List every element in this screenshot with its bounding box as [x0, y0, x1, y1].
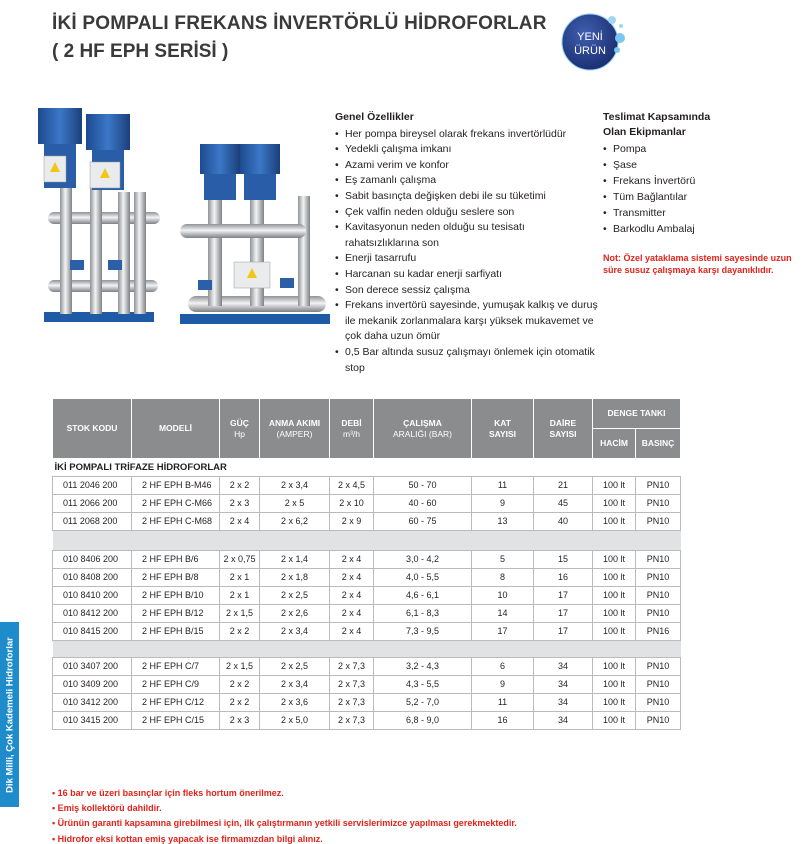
feature-item: • Çek valfin neden olduğu seslere son: [335, 205, 600, 221]
table-cell: 2 HF EPH C/12: [132, 694, 220, 712]
footnotes: [52, 786, 517, 844]
features-title: Genel Özellikler: [335, 111, 414, 123]
header-stock-code: STOK KODU: [53, 399, 132, 459]
table-cell: 15: [534, 551, 593, 569]
table-cell: PN16: [636, 623, 681, 641]
footnote: • Hidrofor eksi kottan emiş yapacak ise firmamızdan bilgi alınız.: [52, 833, 323, 844]
table-cell: 9: [472, 495, 534, 513]
table-cell: 100 lt: [593, 712, 636, 730]
table-cell: 21: [534, 477, 593, 495]
table-cell: 16: [472, 712, 534, 730]
page-subtitle: ( 2 HF EPH SERİSİ ): [52, 41, 229, 62]
table-cell: 2 x 6,2: [260, 513, 330, 531]
delivery-item: • Barkodlu Ambalaj: [603, 221, 803, 237]
table-row: [53, 658, 681, 676]
table-row: [53, 587, 681, 605]
table-cell: 2 x 7,3: [330, 694, 374, 712]
table-cell: 2 HF EPH C-M68: [132, 513, 220, 531]
table-cell: 2 x 4: [330, 587, 374, 605]
table-row: [53, 694, 681, 712]
table-cell: 2 x 3,4: [260, 676, 330, 694]
table-cell: 2 x 7,3: [330, 658, 374, 676]
new-product-badge: [554, 4, 630, 80]
table-cell: 2 x 2,5: [260, 658, 330, 676]
table-cell: 3,2 - 4,3: [374, 658, 472, 676]
table-cell: 2 HF EPH C-M66: [132, 495, 220, 513]
table-section-label: İKİ POMPALI TRİFAZE HİDROFORLAR: [54, 462, 227, 473]
table-cell: 40 - 60: [374, 495, 472, 513]
table-cell: 011 2068 200: [53, 513, 132, 531]
table-row: [53, 605, 681, 623]
table-cell: 2 HF EPH B/12: [132, 605, 220, 623]
table-cell: PN10: [636, 658, 681, 676]
table-cell: 010 8412 200: [53, 605, 132, 623]
delivery-item: • Transmitter: [603, 205, 803, 221]
table-cell: PN10: [636, 495, 681, 513]
table-cell: 6,8 - 9,0: [374, 712, 472, 730]
table-row: [53, 551, 681, 569]
table-cell: 3,0 - 4,2: [374, 551, 472, 569]
table-cell: 2 x 3,4: [260, 623, 330, 641]
table-cell: 17: [534, 587, 593, 605]
table-cell: 5,2 - 7,0: [374, 694, 472, 712]
table-cell: 17: [472, 623, 534, 641]
header-model: MODELİ: [132, 399, 220, 459]
badge-line2: ÜRÜN: [574, 45, 606, 57]
table-group-separator: [53, 531, 681, 551]
feature-item: • Sabit basınçta değişken debi ile su tüketimi: [335, 189, 600, 205]
table-cell: 34: [534, 712, 593, 730]
feature-item: • Her pompa bireysel olarak frekans invertörlüdür: [335, 127, 600, 143]
table-cell: PN10: [636, 477, 681, 495]
delivery-item: • Frekans İnvertörü: [603, 173, 803, 189]
table-cell: 34: [534, 676, 593, 694]
side-tab-label: Dik Milli, Çok Kademeli Hidroforlar: [4, 636, 15, 793]
table-cell: 100 lt: [593, 551, 636, 569]
table-cell: 2 x 3,6: [260, 694, 330, 712]
table-cell: 100 lt: [593, 495, 636, 513]
delivery-item: • Tüm Bağlantılar: [603, 189, 803, 205]
table-cell: 17: [534, 605, 593, 623]
table-cell: 9: [472, 676, 534, 694]
table-cell: 100 lt: [593, 623, 636, 641]
delivery-item: • Şase: [603, 157, 803, 173]
header-current: ANMA AKIMI (AMPER): [260, 399, 330, 459]
feature-item: • Azami verim ve konfor: [335, 158, 600, 174]
table-cell: 010 3415 200: [53, 712, 132, 730]
table-cell: 6: [472, 658, 534, 676]
feature-item: • Eş zamanlı çalışma: [335, 173, 600, 189]
feature-item: • Harcanan su kadar enerji sarfiyatı: [335, 267, 600, 283]
table-cell: 010 8406 200: [53, 551, 132, 569]
table-cell: 11: [472, 694, 534, 712]
delivery-scope: [603, 110, 803, 237]
table-cell: 100 lt: [593, 658, 636, 676]
table-cell: 100 lt: [593, 605, 636, 623]
table-cell: 2 x 10: [330, 495, 374, 513]
table-cell: 2 x 1: [220, 569, 260, 587]
table-cell: 010 3409 200: [53, 676, 132, 694]
table-cell: 2 x 1,5: [220, 658, 260, 676]
table-cell: 100 lt: [593, 513, 636, 531]
table-cell: 2 x 5: [260, 495, 330, 513]
table-cell: 2 x 2: [220, 477, 260, 495]
table-cell: 010 8410 200: [53, 587, 132, 605]
feature-item: • Son derece sessiz çalışma: [335, 283, 600, 299]
table-cell: 2 x 0,75: [220, 551, 260, 569]
table-cell: 60 - 75: [374, 513, 472, 531]
table-cell: 100 lt: [593, 569, 636, 587]
table-cell: 2 x 4: [330, 605, 374, 623]
page-title: İKİ POMPALI FREKANS İNVERTÖRLÜ HİDROFORLAR: [52, 13, 547, 34]
table-cell: 010 3407 200: [53, 658, 132, 676]
table-cell: 34: [534, 658, 593, 676]
table-cell: 100 lt: [593, 477, 636, 495]
table-cell: 2 HF EPH C/15: [132, 712, 220, 730]
table-cell: 2 x 1,8: [260, 569, 330, 587]
table-cell: 2 x 2: [220, 676, 260, 694]
feature-item: • 0,5 Bar altında susuz çalışmayı önlemek için otomatik stop: [335, 345, 600, 376]
table-cell: 2 x 2: [220, 694, 260, 712]
table-cell: 2 x 7,3: [330, 676, 374, 694]
table-cell: 13: [472, 513, 534, 531]
table-cell: PN10: [636, 676, 681, 694]
table-cell: PN10: [636, 569, 681, 587]
table-cell: 2 HF EPH B/6: [132, 551, 220, 569]
table-row: [53, 712, 681, 730]
table-cell: 010 8408 200: [53, 569, 132, 587]
header-tank-volume: HACİM: [593, 429, 636, 459]
table-cell: 4,3 - 5,5: [374, 676, 472, 694]
table-cell: 2 x 4: [330, 551, 374, 569]
table-cell: 40: [534, 513, 593, 531]
table-cell: 2 x 4: [330, 569, 374, 587]
table-cell: PN10: [636, 694, 681, 712]
delivery-title: [603, 110, 803, 140]
table-cell: 100 lt: [593, 587, 636, 605]
header-pressure-range: ÇALIŞMA ARALIĞI (BAR): [374, 399, 472, 459]
table-row: [53, 623, 681, 641]
side-section-tab: [0, 622, 19, 807]
delivery-title-line1: Teslimat Kapsamında: [603, 111, 711, 123]
header-flow: DEBİ m³/h: [330, 399, 374, 459]
table-cell: 2 x 4,5: [330, 477, 374, 495]
table-cell: 2 x 4: [330, 623, 374, 641]
table-cell: 011 2046 200: [53, 477, 132, 495]
table-cell: 2 x 2: [220, 623, 260, 641]
table-cell: 011 2066 200: [53, 495, 132, 513]
table-cell: PN10: [636, 513, 681, 531]
header-floors: KAT SAYISI: [472, 399, 534, 459]
table-cell: 2 x 1,4: [260, 551, 330, 569]
table-cell: 34: [534, 694, 593, 712]
table-cell: 2 x 5,0: [260, 712, 330, 730]
table-row: [53, 495, 681, 513]
table-cell: 010 8415 200: [53, 623, 132, 641]
table-cell: 2 HF EPH B-M46: [132, 477, 220, 495]
feature-item: • Kavitasyonun neden olduğu su tesisatı rahatsızlıklarına son: [335, 220, 600, 251]
table-cell: 7,3 - 9,5: [374, 623, 472, 641]
table-cell: 2 HF EPH C/9: [132, 676, 220, 694]
table-cell: 4,0 - 5,5: [374, 569, 472, 587]
table-cell: 2 x 7,3: [330, 712, 374, 730]
header-power: GÜÇ Hp: [220, 399, 260, 459]
table-cell: PN10: [636, 605, 681, 623]
table-row: [53, 676, 681, 694]
table-cell: 2 x 1,5: [220, 605, 260, 623]
table-cell: 2 x 3,4: [260, 477, 330, 495]
footnote: • 16 bar ve üzeri basınçlar için fleks hortum önerilmez.: [52, 788, 284, 798]
table-cell: 2 HF EPH C/7: [132, 658, 220, 676]
header-tank-pressure: BASINÇ: [636, 429, 681, 459]
table-cell: 2 x 3: [220, 712, 260, 730]
feature-item: • Enerji tasarrufu: [335, 251, 600, 267]
table-row: [53, 569, 681, 587]
table-cell: 100 lt: [593, 694, 636, 712]
table-cell: 2 x 4: [220, 513, 260, 531]
delivery-note: Not: Özel yataklama sistemi sayesinde uzun süre susuz çalışmaya karşı dayanıklıdır.: [603, 253, 792, 275]
badge-line1: YENİ: [577, 31, 603, 43]
table-cell: 2 x 1: [220, 587, 260, 605]
table-cell: 010 3412 200: [53, 694, 132, 712]
footnote: • Emiş kollektörü dahildir.: [52, 803, 162, 814]
table-cell: 2 x 2,6: [260, 605, 330, 623]
table-cell: 2 HF EPH B/10: [132, 587, 220, 605]
table-cell: 4,6 - 6,1: [374, 587, 472, 605]
delivery-title-line2: Olan Ekipmanlar: [603, 126, 686, 138]
bubble-icon: [615, 33, 625, 43]
table-cell: 45: [534, 495, 593, 513]
delivery-item: • Pompa: [603, 141, 803, 157]
table-cell: 14: [472, 605, 534, 623]
header-apartments: DAİRE SAYISI: [534, 399, 593, 459]
table-cell: PN10: [636, 587, 681, 605]
table-group-separator: [53, 641, 681, 658]
table-cell: 11: [472, 477, 534, 495]
table-cell: 10: [472, 587, 534, 605]
table-cell: 5: [472, 551, 534, 569]
table-cell: 100 lt: [593, 676, 636, 694]
table-cell: 2 x 9: [330, 513, 374, 531]
table-row: [53, 477, 681, 495]
table-cell: 2 HF EPH B/8: [132, 569, 220, 587]
table-cell: 17: [534, 623, 593, 641]
product-photo: [30, 100, 330, 350]
table-cell: PN10: [636, 551, 681, 569]
table-cell: 2 x 3: [220, 495, 260, 513]
feature-item: • Frekans invertörü sayesinde, yumuşak kalkış ve duruş ile mekanik zorlanmalara karşı yüksek mukavemet ve çok daha uzun ömür: [335, 298, 600, 345]
table-cell: 6,1 - 8,3: [374, 605, 472, 623]
table-cell: 2 x 2,5: [260, 587, 330, 605]
table-row: [53, 513, 681, 531]
table-cell: PN10: [636, 712, 681, 730]
table-cell: 8: [472, 569, 534, 587]
table-cell: 2 HF EPH B/15: [132, 623, 220, 641]
spec-table: [52, 398, 681, 730]
table-cell: 16: [534, 569, 593, 587]
header-tank: DENGE TANKI: [593, 399, 681, 429]
footnote: • Ürünün garanti kapsamına girebilmesi için, ilk çalıştırmanın yetkili servislerimizce yapılması gerekmektedir.: [52, 818, 517, 829]
feature-item: • Yedekli çalışma imkanı: [335, 142, 600, 158]
table-cell: 50 - 70: [374, 477, 472, 495]
general-features: [335, 110, 600, 376]
